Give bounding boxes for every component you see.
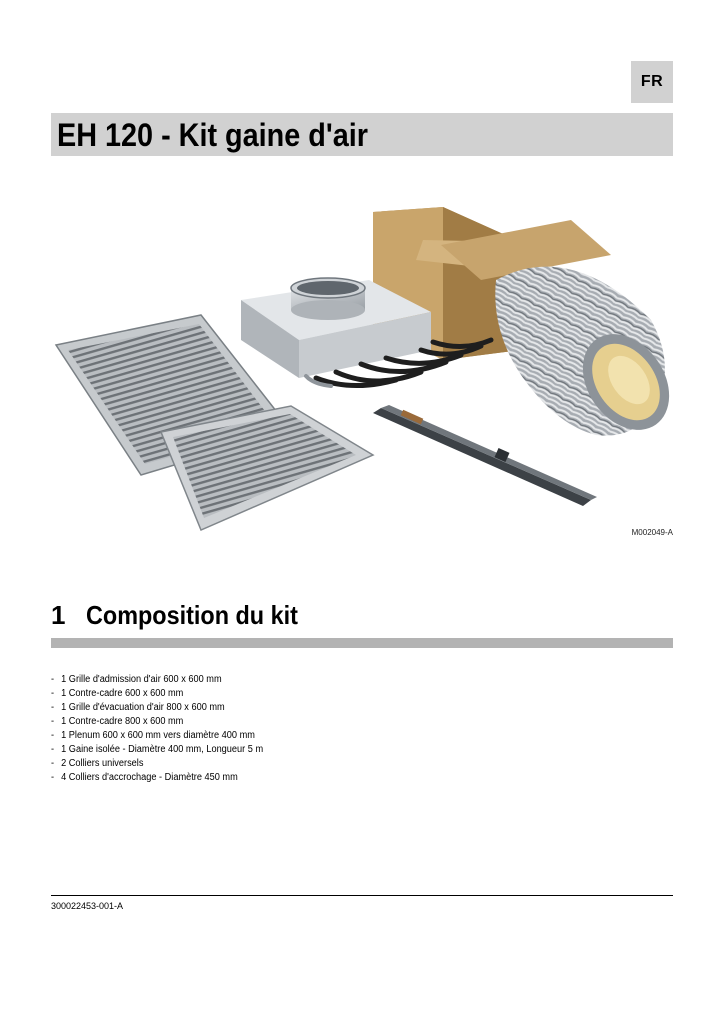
list-item: - 2 Colliers universels	[51, 758, 144, 769]
document-number: 300022453-001-A	[51, 901, 124, 911]
footer-divider	[51, 895, 673, 896]
list-item: - 1 Grille d'admission d'air 600 x 600 mm	[51, 674, 222, 685]
list-item: - 1 Grille d'évacuation d'air 800 x 600 mm	[51, 702, 225, 713]
product-photo	[51, 200, 673, 540]
section-divider	[51, 638, 673, 648]
list-item: - 1 Plenum 600 x 600 mm vers diamètre 400 mm	[51, 730, 255, 741]
list-item: - 1 Contre-cadre 800 x 600 mm	[51, 716, 184, 727]
list-item: - 4 Colliers d'accrochage - Diamètre 450 mm	[51, 772, 238, 783]
list-item: - 1 Contre-cadre 600 x 600 mm	[51, 688, 184, 699]
section-number: 1	[51, 600, 66, 630]
page-title: EH 120 - Kit gaine d'air	[57, 117, 368, 153]
list-item: - 1 Gaine isolée - Diamètre 400 mm, Longueur 5 m	[51, 744, 264, 755]
language-badge	[631, 61, 673, 103]
section-title: Composition du kit	[86, 600, 298, 630]
language-code: FR	[640, 73, 664, 90]
figure-reference: M002049-A	[631, 528, 673, 537]
mounting-rail	[373, 405, 597, 506]
kit-illustration	[51, 200, 673, 540]
insulated-duct	[495, 267, 673, 447]
kit-contents-list	[51, 673, 263, 785]
